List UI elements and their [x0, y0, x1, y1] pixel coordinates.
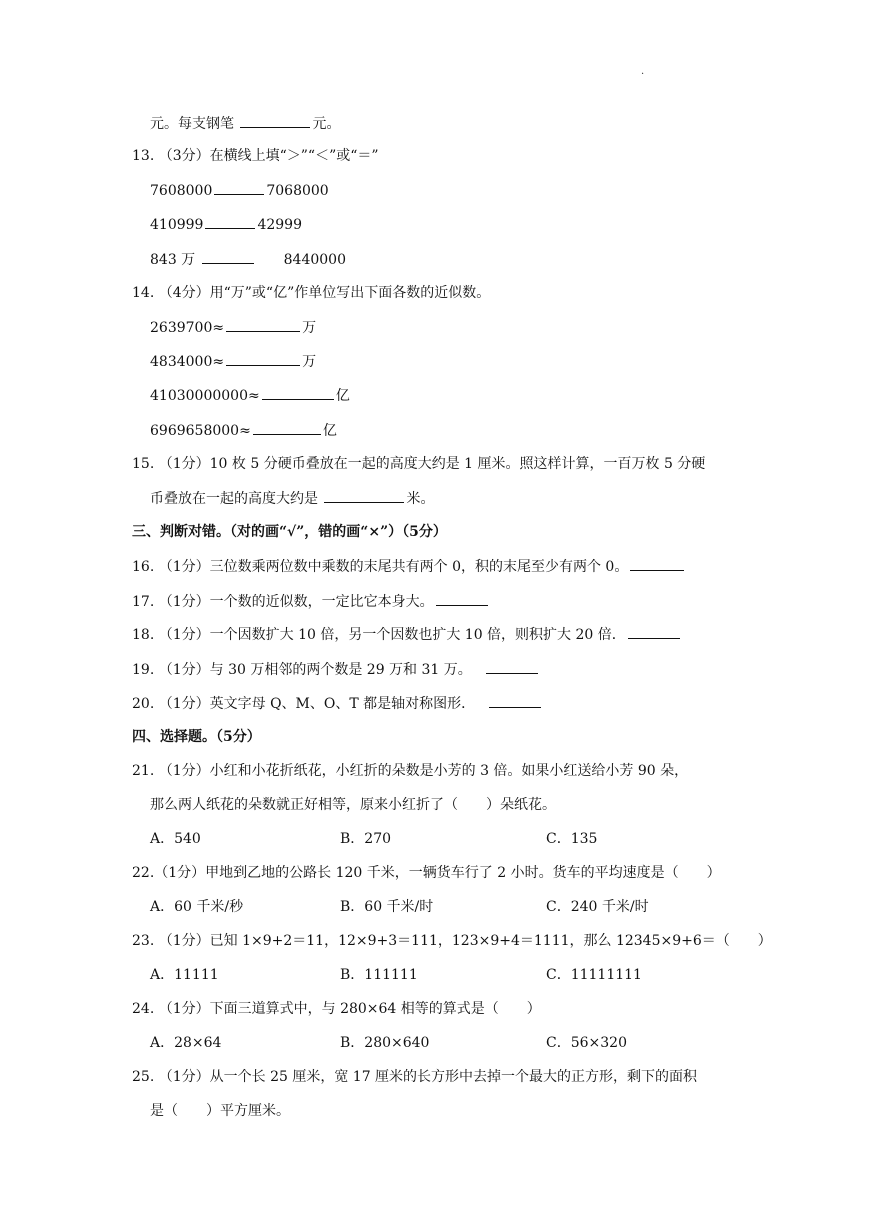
blank[interactable]: [226, 317, 300, 332]
answer-blank[interactable]: [486, 659, 538, 674]
option-c[interactable]: C．56×320: [546, 1035, 627, 1051]
answer-blank[interactable]: [436, 591, 488, 606]
blank[interactable]: [226, 351, 300, 366]
q17: 17. （1分）一个数的近似数，一定比它本身大。: [132, 591, 490, 611]
blank[interactable]: [214, 180, 264, 195]
q20: 20. （1分）英文字母 Q、M、O、T 都是轴对称图形．: [132, 693, 543, 713]
option-a[interactable]: A．11111: [150, 967, 219, 983]
blank[interactable]: [262, 385, 334, 400]
blank[interactable]: [324, 488, 404, 503]
q18: 18. （1分）一个因数扩大 10 倍，另一个因数也扩大 10 倍，则积扩大 20 倍．: [132, 624, 682, 644]
q24-line-1: 24. （1分）下面三道算式中，与 280×64 相等的算式是（ ）: [132, 1001, 541, 1017]
q23-options: [150, 965, 710, 985]
blank[interactable]: [205, 214, 255, 229]
q21-line-2: 那么两人纸花的朵数就正好相等，原来小红折了（ ）朵纸花。: [150, 797, 556, 813]
option-b[interactable]: B．60 千米/时: [340, 899, 434, 915]
q25-line-1: 25. （1分）从一个长 25 厘米，宽 17 厘米的长方形中去掉一个最大的正方形，剩下的面积: [132, 1069, 698, 1085]
option-a[interactable]: A．540: [150, 831, 201, 847]
answer-blank[interactable]: [628, 624, 680, 639]
blank[interactable]: [240, 113, 310, 128]
q22-options: [150, 897, 710, 917]
section-4-title: 四、选择题。（5分）: [132, 729, 261, 745]
section-3-title: 三、判断对错。（对的画“√”，错的画“×”）（5分）: [132, 524, 447, 540]
option-c[interactable]: C．11111111: [546, 967, 642, 983]
q14-row-1: 2639700≈ 万: [150, 317, 316, 337]
option-c[interactable]: C．135: [546, 831, 598, 847]
page-dot: .: [641, 66, 645, 77]
option-b[interactable]: B．270: [340, 831, 392, 847]
answer-blank[interactable]: [489, 693, 541, 708]
q13-row-3: 843 万 8440000: [150, 249, 346, 269]
q15-line-2: 币叠放在一起的高度大约是 米。: [150, 488, 434, 508]
q21-line-1: 21. （1分）小红和小花折纸花，小红折的朵数是小芳的 3 倍。如果小红送给小芳 90 朵，: [132, 763, 689, 779]
q14-row-2: 4834000≈ 万: [150, 351, 316, 371]
q13-head: 13. （3分）在横线上填“＞”“＜”或“＝”: [132, 148, 379, 164]
option-c[interactable]: C．240 千米/时: [546, 899, 649, 915]
q12-tail: 元。每支钢笔 元。: [150, 113, 340, 133]
q21-options: [150, 829, 710, 849]
q14-row-3: 41030000000≈ 亿: [150, 385, 350, 405]
q25-line-2: 是（ ）平方厘米。: [150, 1103, 290, 1119]
answer-blank[interactable]: [630, 556, 684, 571]
blank[interactable]: [202, 249, 254, 264]
option-b[interactable]: B．111111: [340, 967, 418, 983]
blank[interactable]: [253, 420, 321, 435]
option-a[interactable]: A．60 千米/秒: [150, 899, 244, 915]
option-a[interactable]: A．28×64: [150, 1035, 222, 1051]
q24-options: [150, 1033, 710, 1053]
q13-row-2: 410999 42999: [150, 214, 302, 234]
q14-head: 14. （4分）用“万”或“亿”作单位写出下面各数的近似数。: [132, 285, 491, 301]
q15-line-1: 15. （1分）10 枚 5 分硬币叠放在一起的高度大约是 1 厘米。照这样计算，一百万枚 5 分硬: [132, 456, 706, 472]
q22-line-1: 22.（1分）甲地到乙地的公路长 120 千米，一辆货车行了 2 小时。货车的平均速度是（ ）: [132, 865, 721, 881]
q23-line-1: 23. （1分）已知 1×9+2＝11，12×9+3＝111，123×9+4＝1111，那么 12345×9+6＝（ ）: [132, 933, 772, 949]
q16: 16. （1分）三位数乘两位数中乘数的末尾共有两个 0，积的末尾至少有两个 0。: [132, 556, 686, 576]
q13-row-1: 7608000 7068000: [150, 180, 329, 200]
q19: 19. （1分）与 30 万相邻的两个数是 29 万和 31 万。: [132, 659, 540, 679]
option-b[interactable]: B．280×640: [340, 1035, 430, 1051]
q14-row-4: 6969658000≈ 亿: [150, 420, 337, 440]
